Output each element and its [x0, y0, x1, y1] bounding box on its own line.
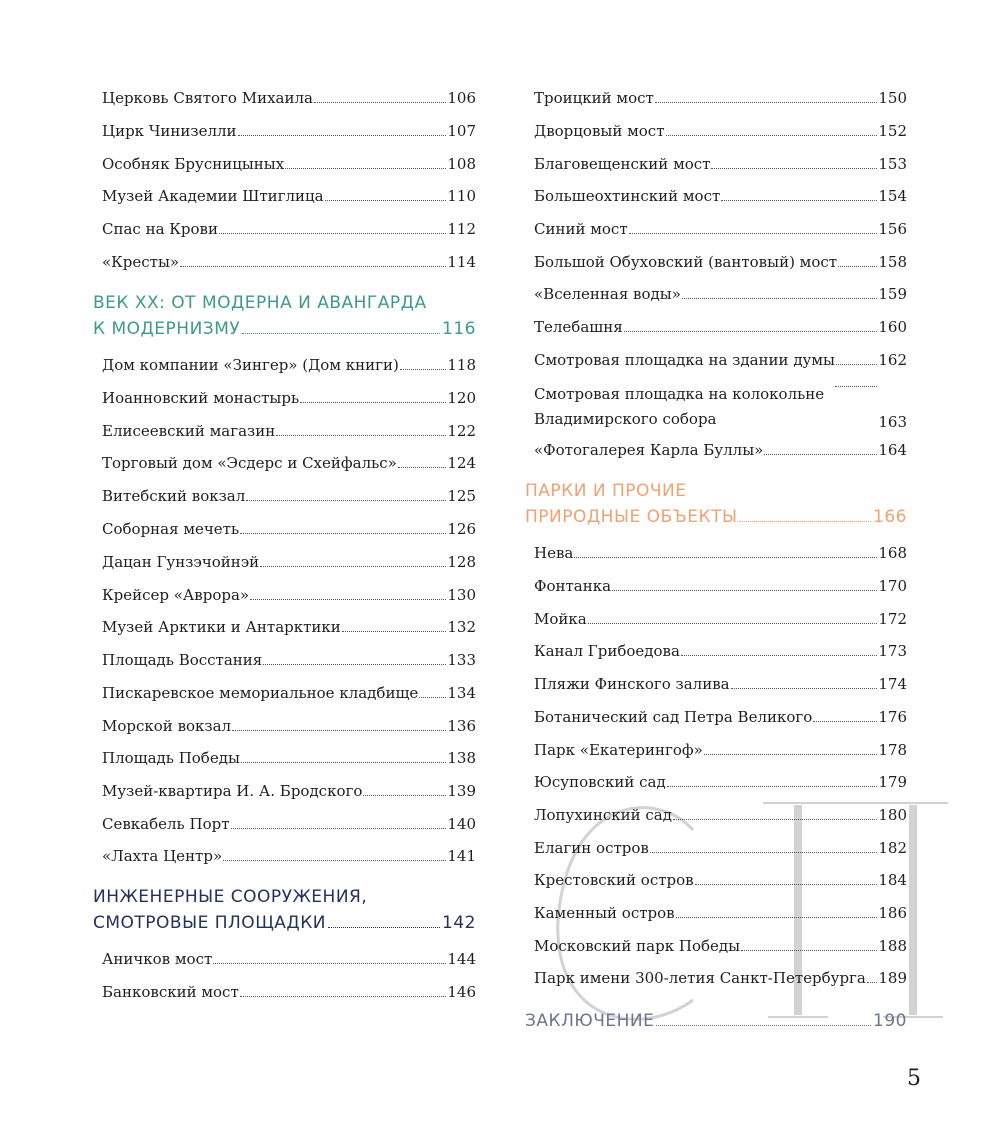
leader-dots	[240, 529, 446, 534]
leader-dots	[342, 627, 447, 632]
toc-entry-label: Елагин остров	[534, 839, 649, 857]
toc-entry-label: Благовещенский мост	[534, 155, 711, 173]
leader-dots	[741, 946, 877, 951]
toc-entry[interactable]	[534, 284, 907, 304]
toc-entry-label: «Вселенная воды»	[534, 285, 681, 303]
section-heading-page: 166	[873, 507, 907, 527]
section-heading-line2: ПРИРОДНЫЕ ОБЪЕКТЫ	[525, 507, 738, 527]
toc-entry-label: Дворцовый мост	[534, 122, 665, 140]
toc-entry[interactable]	[534, 609, 907, 629]
toc-entry[interactable]	[102, 453, 476, 473]
leader-dots	[704, 750, 878, 755]
leader-dots	[588, 619, 878, 624]
toc-entry[interactable]	[534, 543, 907, 563]
toc-entry-page: 107	[447, 122, 476, 140]
page-number: 5	[907, 1066, 921, 1091]
toc-entry-page: 154	[878, 187, 907, 205]
toc-entry-page: 188	[878, 937, 907, 955]
toc-entry[interactable]	[102, 552, 476, 572]
section-heading-line1: ПАРКИ И ПРОЧИЕ	[525, 481, 687, 501]
leader-dots	[612, 586, 877, 591]
toc-entry[interactable]	[534, 382, 907, 432]
leader-dots	[263, 660, 446, 665]
toc-entry-label: Севкабель Порт	[102, 815, 230, 833]
toc-entry-page: 126	[447, 520, 476, 538]
leader-dots	[739, 516, 871, 522]
toc-entry[interactable]	[534, 186, 907, 206]
toc-entry-page: 130	[447, 586, 476, 604]
leader-dots	[681, 651, 877, 656]
toc-entry[interactable]	[102, 252, 476, 272]
section-heading-conclusion[interactable]	[525, 1008, 907, 1034]
leader-dots	[285, 164, 446, 169]
section-heading-page: 142	[442, 913, 476, 933]
toc-entry[interactable]	[102, 781, 476, 801]
toc-entry[interactable]	[102, 121, 476, 141]
toc-entry[interactable]	[102, 683, 476, 703]
toc-entry-page: 160	[878, 318, 907, 336]
toc-entry-label: Смотровая площадка на колокольне Владимирского собора	[534, 385, 825, 428]
toc-entry-page: 184	[878, 871, 907, 889]
toc-entry-label: Мойка	[534, 610, 587, 628]
toc-entry-page: 144	[447, 950, 476, 968]
section-heading-page: 190	[873, 1011, 907, 1031]
toc-entry-label: Крейсер «Аврора»	[102, 586, 250, 604]
section-heading-engineering[interactable]	[93, 884, 476, 936]
toc-entry-page: 141	[447, 847, 476, 865]
section-heading-parks[interactable]	[525, 478, 907, 530]
leader-dots	[240, 992, 447, 997]
toc-entry-label: Юсуповский сад	[534, 773, 666, 791]
toc-entry-page: 125	[447, 487, 476, 505]
toc-entry-page: 118	[447, 356, 476, 374]
leader-dots	[629, 229, 878, 234]
leader-dots	[711, 164, 877, 169]
toc-entry[interactable]	[102, 88, 476, 108]
toc-entry-page: 140	[447, 815, 476, 833]
toc-entry-page: 162	[878, 351, 907, 369]
leader-dots	[731, 684, 878, 689]
toc-entry-label: Дом компании «Зингер» (Дом книги)	[102, 356, 399, 374]
toc-entry[interactable]	[534, 805, 907, 825]
leader-dots	[682, 294, 877, 299]
toc-entry-page: 122	[447, 422, 476, 440]
toc-entry-page: 186	[878, 904, 907, 922]
leader-dots	[624, 327, 878, 332]
toc-entry-label: Пляжи Финского залива	[534, 675, 730, 693]
leader-dots	[813, 717, 877, 722]
leader-dots	[655, 98, 878, 103]
leader-dots	[666, 131, 878, 136]
toc-entry-label: Смотровая площадка на здании думы	[534, 351, 835, 369]
toc-entry[interactable]	[102, 154, 476, 174]
toc-entry-page: 182	[878, 839, 907, 857]
toc-entry-page: 112	[447, 220, 476, 238]
toc-entry-label: Пискаревское мемориальное кладбище	[102, 684, 419, 702]
toc-entry[interactable]	[102, 421, 476, 441]
leader-dots	[667, 782, 878, 787]
toc-entry-page: 158	[878, 253, 907, 271]
leader-dots	[398, 463, 447, 468]
toc-entry[interactable]	[534, 576, 907, 596]
toc-entry-label: Ботанический сад Петра Великого	[534, 708, 813, 726]
leader-dots	[328, 922, 440, 928]
toc-entry[interactable]	[534, 317, 907, 337]
toc-entry[interactable]	[534, 740, 907, 760]
toc-entry-label: Спас на Крови	[102, 220, 218, 238]
toc-entry-label: Парк имени 300-летия Санкт-Петербурга	[534, 969, 866, 987]
toc-entry-label: Площадь Победы	[102, 749, 240, 767]
leader-dots	[260, 562, 446, 567]
toc-entry[interactable]	[534, 772, 907, 792]
leader-dots	[232, 726, 446, 731]
toc-entry-label: Лопухинский сад	[534, 806, 672, 824]
toc-entry[interactable]	[102, 355, 476, 375]
toc-entry-page: 120	[447, 389, 476, 407]
toc-entry-label: Канал Грибоедова	[534, 642, 680, 660]
toc-entry-label: Морской вокзал	[102, 717, 232, 735]
toc-entry[interactable]	[534, 968, 907, 988]
toc-entry-label: Аничков мост	[102, 950, 213, 968]
leader-dots	[400, 365, 447, 370]
toc-entry-label: Цирк Чинизелли	[102, 122, 237, 140]
leader-dots	[219, 229, 446, 234]
toc-entry-label: Телебашня	[534, 318, 623, 336]
toc-entry[interactable]	[102, 617, 476, 637]
toc-entry-page: 163	[878, 413, 907, 431]
toc-entry[interactable]	[102, 219, 476, 239]
leader-dots	[276, 431, 446, 436]
toc-entry-label: Крестовский остров	[534, 871, 694, 889]
toc-entry-page: 152	[878, 122, 907, 140]
toc-entry[interactable]	[534, 641, 907, 661]
leader-dots	[656, 1020, 871, 1026]
toc-entry-label: Витебский вокзал	[102, 487, 246, 505]
toc-entry-page: 168	[878, 544, 907, 562]
toc-entry-page: 159	[878, 285, 907, 303]
toc-entry-label: Иоанновский монастырь	[102, 389, 300, 407]
toc-entry[interactable]	[534, 903, 907, 923]
leader-dots	[764, 450, 877, 455]
leader-dots	[695, 880, 878, 885]
toc-entry[interactable]	[102, 982, 476, 1002]
section-heading-line2: СМОТРОВЫЕ ПЛОЩАДКИ	[93, 913, 326, 933]
leader-dots	[673, 815, 877, 820]
toc-entry-page: 136	[447, 717, 476, 735]
leader-dots	[300, 398, 446, 403]
toc-entry-page: 108	[447, 155, 476, 173]
toc-entry-label: Московский парк Победы	[534, 937, 741, 955]
leader-dots	[213, 959, 446, 964]
toc-entry-label: «Кресты»	[102, 253, 180, 271]
toc-entry[interactable]	[534, 674, 907, 694]
toc-entry-label: Особняк Брусницыных	[102, 155, 285, 173]
toc-entry-page: 156	[878, 220, 907, 238]
toc-entry-page: 138	[447, 749, 476, 767]
section-heading-line1: ИНЖЕНЕРНЫЕ СООРУЖЕНИЯ,	[93, 887, 368, 907]
leader-dots	[574, 553, 877, 558]
toc-entry-page: 132	[447, 618, 476, 636]
toc-entry-page: 114	[447, 253, 476, 271]
toc-entry[interactable]	[534, 219, 907, 239]
toc-entry[interactable]	[534, 121, 907, 141]
leader-dots	[721, 196, 877, 201]
leader-dots	[180, 262, 446, 267]
toc-entry-page: 164	[878, 441, 907, 459]
toc-entry-page: 128	[447, 553, 476, 571]
toc-entry-label: Площадь Восстания	[102, 651, 263, 669]
toc-entry-label: Церковь Святого Михаила	[102, 89, 313, 107]
toc-entry-label: Торговый дом «Эсдерс и Схейфальс»	[102, 454, 397, 472]
toc-entry-page: 153	[878, 155, 907, 173]
toc-entry-label: Музей Академии Штиглица	[102, 187, 324, 205]
toc-entry-label: Большой Обуховский (вантовый) мост	[534, 253, 838, 271]
toc-entry-label: Дацан Гунзэчойнэй	[102, 553, 260, 571]
toc-entry-label: Музей Арктики и Антарктики	[102, 618, 341, 636]
toc-entry-label: Фонтанка	[534, 577, 612, 595]
leader-dots	[419, 693, 446, 698]
toc-entry[interactable]	[102, 748, 476, 768]
toc-entry-page: 189	[878, 969, 907, 987]
toc-entry[interactable]	[102, 388, 476, 408]
leader-dots	[838, 262, 877, 267]
toc-entry[interactable]	[102, 846, 476, 866]
toc-entry-page: 172	[878, 610, 907, 628]
toc-entry[interactable]	[534, 88, 907, 108]
leader-dots	[238, 131, 447, 136]
section-heading-line1: ВЕК XX: ОТ МОДЕРНА И АВАНГАРДА	[93, 293, 427, 313]
leader-dots	[835, 382, 877, 387]
toc-entry-page: 173	[878, 642, 907, 660]
leader-dots	[676, 913, 878, 918]
leader-dots	[836, 360, 877, 365]
toc-entry[interactable]	[534, 350, 907, 370]
toc-entry-page: 174	[878, 675, 907, 693]
leader-dots	[250, 595, 446, 600]
leader-dots	[650, 848, 878, 853]
toc-entry-page: 106	[447, 89, 476, 107]
toc-entry[interactable]	[102, 814, 476, 834]
section-heading-line2: К МОДЕРНИЗМУ	[93, 319, 241, 339]
toc-entry[interactable]	[534, 838, 907, 858]
section-heading-page: 116	[442, 319, 476, 339]
toc-entry-page: 146	[447, 983, 476, 1001]
toc-entry-label: Синий мост	[534, 220, 628, 238]
toc-entry[interactable]	[102, 585, 476, 605]
leader-dots	[314, 98, 446, 103]
toc-entry-label: Каменный остров	[534, 904, 675, 922]
section-heading-20th-century[interactable]	[93, 290, 476, 342]
toc-entry-page: 170	[878, 577, 907, 595]
toc-entry[interactable]	[534, 936, 907, 956]
leader-dots	[231, 824, 447, 829]
toc-entry-label: Елисеевский магазин	[102, 422, 276, 440]
toc-entry-page: 178	[878, 741, 907, 759]
toc-entry[interactable]	[102, 486, 476, 506]
toc-entry[interactable]	[534, 154, 907, 174]
toc-entry-label: Троицкий мост	[534, 89, 654, 107]
toc-entry-label: Соборная мечеть	[102, 520, 240, 538]
toc-entry-page: 134	[447, 684, 476, 702]
toc-entry-label: «Фотогалерея Карла Буллы»	[534, 441, 764, 459]
section-heading-label: ЗАКЛЮЧЕНИЕ	[525, 1011, 655, 1031]
toc-entry-page: 179	[878, 773, 907, 791]
toc-entry-page: 124	[447, 454, 476, 472]
toc-entry[interactable]	[102, 650, 476, 670]
toc-entry[interactable]	[534, 252, 907, 272]
leader-dots	[246, 496, 446, 501]
toc-entry-label: Нева	[534, 544, 574, 562]
toc-entry-page: 139	[447, 782, 476, 800]
toc-entry[interactable]	[534, 440, 907, 460]
toc-entry-label: Музей-квартира И. А. Бродского	[102, 782, 363, 800]
toc-entry[interactable]	[534, 707, 907, 727]
toc-entry-label: Банковский мост	[102, 983, 239, 1001]
toc-entry[interactable]	[534, 870, 907, 890]
toc-entry[interactable]	[102, 186, 476, 206]
leader-dots	[363, 791, 446, 796]
toc-entry-label: «Лахта Центр»	[102, 847, 223, 865]
toc-entry-label: Большеохтинский мост	[534, 187, 721, 205]
toc-entry[interactable]	[102, 519, 476, 539]
toc-entry-label: Парк «Екатерингоф»	[534, 741, 703, 759]
leader-dots	[867, 978, 877, 983]
leader-dots	[242, 328, 440, 334]
leader-dots	[325, 196, 447, 201]
leader-dots	[241, 758, 446, 763]
leader-dots	[223, 856, 446, 861]
toc-entry-page: 110	[447, 187, 476, 205]
toc-entry-page: 133	[447, 651, 476, 669]
toc-entry-page: 176	[878, 708, 907, 726]
toc-entry[interactable]	[102, 949, 476, 969]
toc-entry[interactable]	[102, 716, 476, 736]
toc-entry-page: 150	[878, 89, 907, 107]
toc-entry-page: 180	[878, 806, 907, 824]
